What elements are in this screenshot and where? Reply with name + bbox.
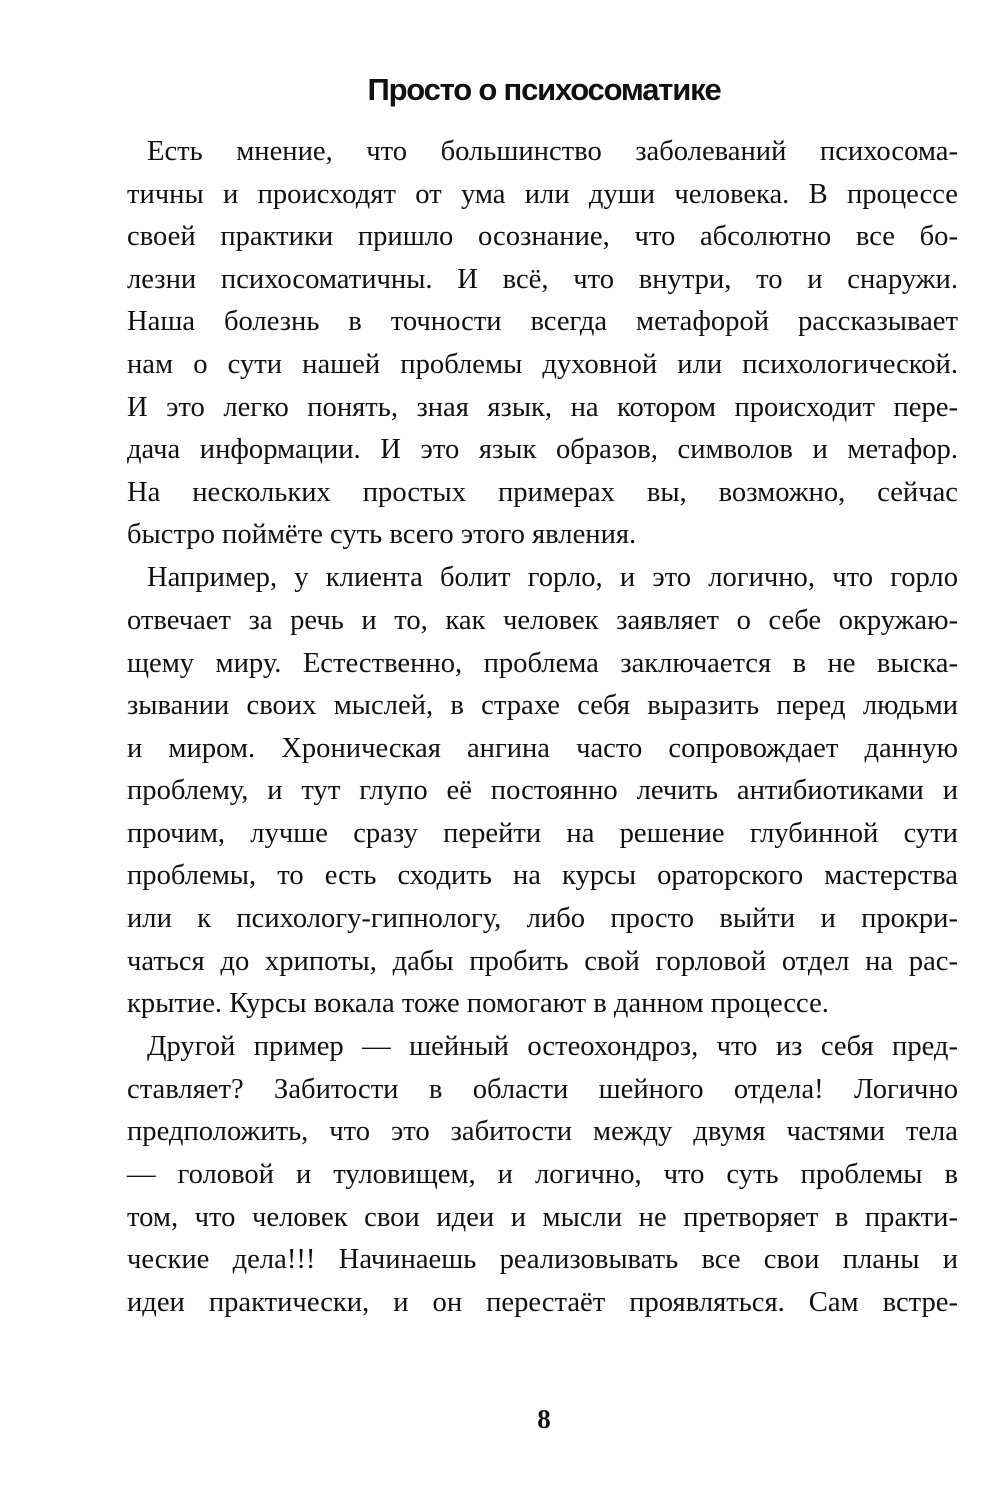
text-line: том, что человек свои идеи и мысли не претворяет в практи- [127, 1201, 958, 1233]
text-line: зывании своих мыслей, в страхе себя выразить перед людьми [127, 690, 958, 722]
text-line: И это легко понять, зная язык, на котором происходит пере- [127, 391, 958, 423]
text-line: быстро поймёте суть всего этого явления. [127, 519, 637, 551]
text-line: проблему, и тут глупо её постоянно лечить антибиотиками и [127, 775, 958, 807]
page-title: Просто о психосоматике [367, 72, 721, 107]
paragraph-1 [127, 131, 958, 557]
text-line: проблемы, то есть сходить на курсы ораторского мастерства [127, 860, 958, 892]
text-line: идеи практически, и он перестаёт проявляться. Сам встре- [127, 1286, 958, 1318]
text-line: дача информации. И это язык образов, символов и метафор. [127, 434, 958, 466]
body-text [127, 131, 958, 1324]
text-line: — головой и туловищем, и логично, что суть проблемы в [127, 1159, 958, 1191]
text-line: щему миру. Естественно, проблема заключается в не выска- [127, 647, 958, 679]
text-line: нам о сути нашей проблемы духовной или психологической. [127, 348, 958, 380]
text-line: чаться до хрипоты, дабы пробить свой горловой отдел на рас- [127, 945, 958, 977]
text-line: Например, у клиента болит горло, и это логично, что горло [147, 562, 958, 594]
text-line: предположить, что это забитости между двумя частями тела [127, 1116, 958, 1148]
text-line: На нескольких простых примерах вы, возможно, сейчас [127, 476, 958, 508]
page-number: 8 [537, 1404, 551, 1434]
text-line: своей практики пришло осознание, что абсолютно все бо- [127, 221, 958, 253]
text-line: прочим, лучше сразу перейти на решение глубинной сути [127, 817, 958, 849]
text-line: отвечает за речь и то, как человек заявляет о себе окружаю- [127, 604, 958, 636]
paragraph-3 [127, 1026, 958, 1324]
paragraph-2 [127, 557, 958, 1026]
text-line: и миром. Хроническая ангина часто сопровождает данную [127, 732, 958, 764]
text-line: или к психологу-гипнологу, либо просто выйти и прокри- [127, 903, 958, 935]
text-line: Наша болезнь в точности всегда метафорой рассказывает [127, 306, 958, 338]
text-line: крытие. Курсы вокала тоже помогают в данном процессе. [127, 988, 829, 1020]
text-line: Другой пример — шейный остеохондроз, что из себя пред- [147, 1031, 958, 1063]
text-line: тичны и происходят от ума или души человека. В процессе [127, 178, 958, 210]
text-line: ческие дела!!! Начинаешь реализовывать все свои планы и [127, 1244, 958, 1276]
text-line: Есть мнение, что большинство заболеваний психосома- [147, 136, 958, 167]
text-line: ставляет? Забитости в области шейного отдела! Логично [127, 1073, 958, 1105]
text-line: лезни психосоматичны. И всё, что внутри, то и снаружи. [127, 263, 958, 295]
